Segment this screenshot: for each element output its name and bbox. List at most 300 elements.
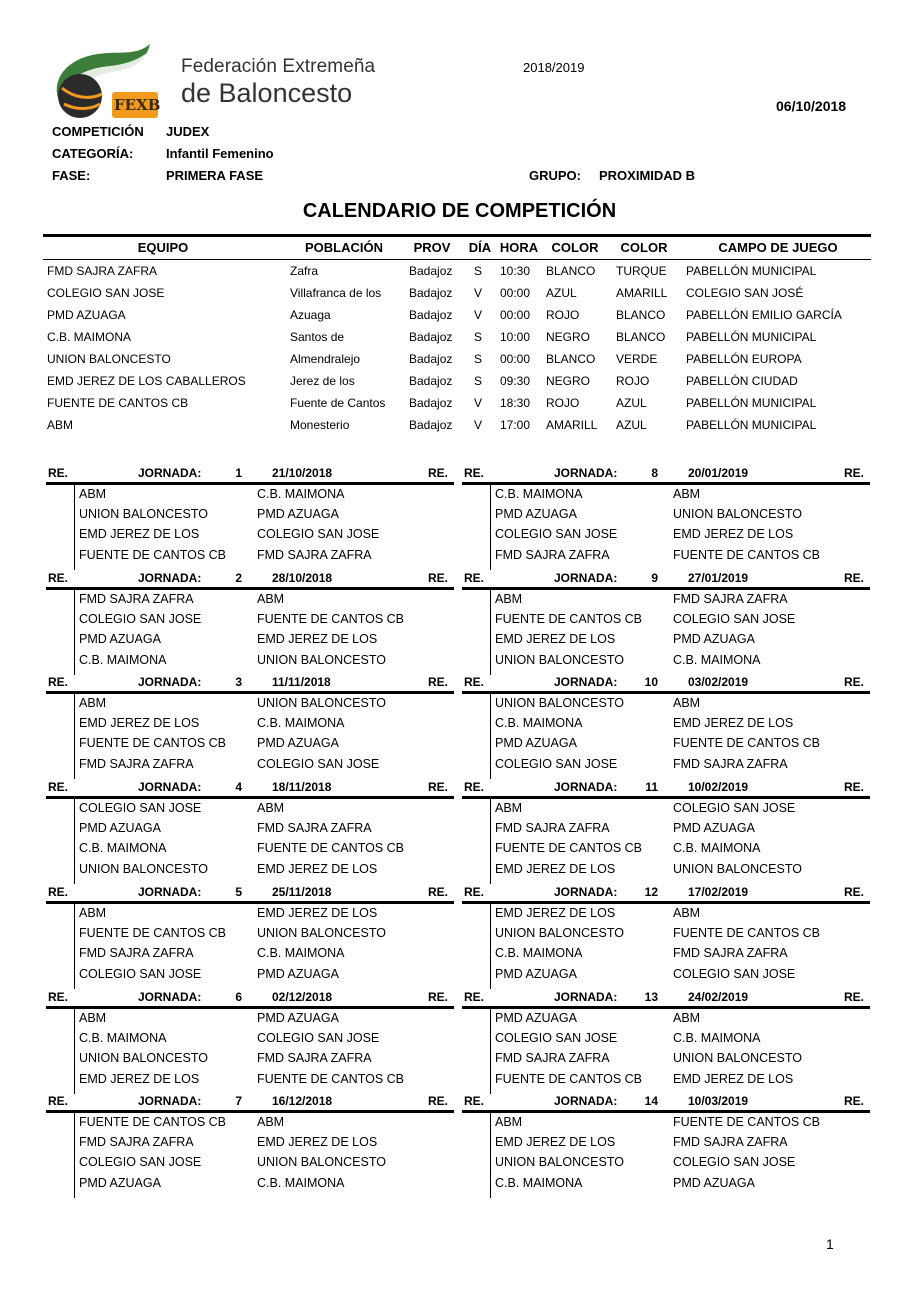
home-team: FUENTE DE CANTOS CB — [495, 1071, 643, 1086]
home-team: EMD JEREZ DE LOS — [79, 716, 200, 731]
away-team: ABM — [257, 801, 285, 815]
home-team: ABM — [79, 696, 107, 710]
away-team: COLEGIO SAN JOSE — [257, 756, 380, 771]
jornada-date: 10/02/2019 — [688, 780, 749, 794]
cell-equipo: ABM — [47, 418, 74, 432]
cell-color1: AZUL — [546, 286, 577, 300]
home-team: FMD SAJRA ZAFRA — [495, 547, 610, 562]
away-team: COLEGIO SAN JOSE — [257, 527, 380, 542]
cell-equipo: EMD JEREZ DE LOS CABALLEROS — [47, 374, 246, 388]
home-team: ABM — [495, 1115, 523, 1129]
match-row — [462, 545, 870, 565]
jornada-label: JORNADA: — [138, 780, 202, 794]
re-label-right: RE. — [844, 1094, 865, 1108]
cell-dia: S — [474, 374, 483, 388]
cell-dia: S — [474, 352, 483, 366]
home-team: UNION BALONCESTO — [495, 1155, 624, 1170]
match-row — [462, 693, 870, 713]
cell-dia: V — [474, 286, 483, 300]
jornada-date: 02/12/2018 — [272, 990, 333, 1004]
cell-poblacion: Almendralejo — [290, 352, 361, 366]
home-team: COLEGIO SAN JOSE — [79, 612, 202, 627]
jornada-label: JORNADA: — [554, 1094, 618, 1108]
match-row — [462, 1132, 870, 1152]
match-row — [46, 798, 454, 818]
home-team: C.B. MAIMONA — [79, 1031, 167, 1046]
jornada-block — [462, 464, 870, 570]
match-row — [462, 1048, 870, 1068]
match-row — [462, 504, 870, 524]
jornada-header — [462, 673, 870, 694]
match-row — [46, 650, 454, 670]
away-team: EMD JEREZ DE LOS — [257, 861, 378, 876]
away-team: C.B. MAIMONA — [673, 652, 761, 667]
cell-poblacion: Zafra — [290, 264, 319, 278]
fase-value: PRIMERA FASE — [166, 168, 264, 183]
home-team: COLEGIO SAN JOSE — [495, 756, 618, 771]
match-row — [46, 964, 454, 984]
jornada-date: 18/11/2018 — [272, 780, 332, 794]
jornada-number: 7 — [235, 1094, 242, 1108]
match-row — [46, 1112, 454, 1132]
away-team: PMD AZUAGA — [673, 821, 755, 836]
away-team: C.B. MAIMONA — [257, 946, 345, 961]
home-team: COLEGIO SAN JOSE — [495, 527, 618, 542]
match-row — [46, 943, 454, 963]
home-team: FUENTE DE CANTOS CB — [79, 926, 227, 941]
home-team: ABM — [79, 487, 107, 501]
cell-color2: VERDE — [616, 352, 658, 366]
jornada-date: 03/02/2019 — [688, 675, 749, 689]
home-team: FMD SAJRA ZAFRA — [79, 756, 194, 771]
jornada-header — [462, 569, 870, 590]
re-label-right: RE. — [844, 990, 865, 1004]
jornada-date: 27/01/2019 — [688, 571, 749, 585]
cell-dia: S — [474, 264, 483, 278]
away-team: UNION BALONCESTO — [257, 652, 386, 667]
jornada-block — [462, 1092, 870, 1198]
cell-prov: Badajoz — [409, 308, 453, 322]
home-team: ABM — [495, 592, 523, 606]
match-row — [462, 1152, 870, 1172]
document-date: 06/10/2018 — [776, 98, 847, 114]
cell-prov: Badajoz — [409, 352, 453, 366]
jornada-header — [462, 988, 870, 1009]
cell-equipo: UNION BALONCESTO — [47, 352, 171, 366]
away-team: COLEGIO SAN JOSE — [673, 966, 796, 981]
cell-campo: PABELLÓN MUNICIPAL — [686, 264, 817, 278]
home-team: PMD AZUAGA — [495, 966, 577, 981]
match-row — [46, 1173, 454, 1193]
match-row — [462, 733, 870, 753]
jornada-header — [46, 1092, 454, 1113]
match-row — [46, 1152, 454, 1172]
fase-label: FASE: — [52, 168, 91, 183]
away-team: FMD SAJRA ZAFRA — [673, 946, 788, 961]
jornada-label: JORNADA: — [554, 675, 618, 689]
home-team: UNION BALONCESTO — [79, 1051, 208, 1066]
re-label-right: RE. — [428, 885, 449, 899]
re-label-right: RE. — [844, 885, 865, 899]
match-row — [46, 1132, 454, 1152]
match-row — [46, 859, 454, 879]
match-row — [462, 1069, 870, 1089]
re-label-left: RE. — [464, 675, 485, 689]
match-row — [46, 693, 454, 713]
away-team: C.B. MAIMONA — [673, 1031, 761, 1046]
org-name-line1: Federación Extremeña — [181, 56, 376, 77]
jornada-number: 2 — [235, 571, 242, 585]
away-team: EMD JEREZ DE LOS — [257, 906, 378, 920]
jornada-header — [462, 1092, 870, 1113]
away-team: PMD AZUAGA — [257, 507, 339, 522]
match-row — [46, 1028, 454, 1048]
jornada-label: JORNADA: — [554, 466, 618, 480]
cell-prov: Badajoz — [409, 418, 453, 432]
cell-poblacion: Monesterio — [290, 418, 350, 432]
jornada-label: JORNADA: — [554, 780, 618, 794]
re-label-left: RE. — [48, 675, 69, 689]
cell-prov: Badajoz — [409, 374, 453, 388]
away-team: C.B. MAIMONA — [257, 716, 345, 731]
match-row — [46, 923, 454, 943]
cell-color2: BLANCO — [616, 308, 666, 322]
table-row — [43, 260, 871, 282]
cell-campo: PABELLÓN EMILIO GARCÍA — [686, 308, 842, 322]
jornada-block — [46, 883, 454, 989]
cell-poblacion: Santos de — [290, 330, 345, 344]
match-row — [462, 650, 870, 670]
match-row — [462, 1008, 870, 1028]
jornada-number: 13 — [644, 990, 658, 1004]
logo-lettering: FEXB — [114, 96, 161, 114]
away-team: FMD SAJRA ZAFRA — [673, 756, 788, 771]
re-label-left: RE. — [48, 1094, 69, 1108]
jornada-block — [46, 569, 454, 675]
cell-hora: 17:00 — [500, 418, 531, 432]
table-row — [43, 370, 871, 392]
home-team: EMD JEREZ DE LOS — [495, 632, 616, 647]
cell-poblacion: Azuaga — [290, 308, 331, 322]
jornada-date: 11/11/2018 — [272, 675, 331, 689]
cell-color1: NEGRO — [546, 330, 591, 344]
match-row — [46, 524, 454, 544]
cell-prov: Badajoz — [409, 286, 453, 300]
cell-color2: AZUL — [616, 418, 647, 432]
away-team: ABM — [257, 1115, 285, 1129]
column-header-equipo: EQUIPO — [137, 240, 189, 255]
match-row — [462, 798, 870, 818]
cell-color1: NEGRO — [546, 374, 591, 388]
home-team: FMD SAJRA ZAFRA — [495, 821, 610, 836]
match-row — [462, 629, 870, 649]
match-row — [462, 943, 870, 963]
cell-dia: V — [474, 396, 483, 410]
re-label-left: RE. — [464, 1094, 485, 1108]
competicion-label: COMPETICIÓN — [52, 124, 144, 139]
match-row — [46, 629, 454, 649]
jornada-date: 28/10/2018 — [272, 571, 333, 585]
jornada-header — [46, 883, 454, 904]
away-team: UNION BALONCESTO — [257, 696, 386, 710]
re-label-left: RE. — [48, 885, 69, 899]
home-team: C.B. MAIMONA — [495, 1175, 583, 1190]
jornada-number: 3 — [235, 675, 242, 689]
away-team: COLEGIO SAN JOSE — [257, 1031, 380, 1046]
jornada-label: JORNADA: — [138, 675, 202, 689]
home-team: PMD AZUAGA — [495, 1011, 577, 1025]
away-team: UNION BALONCESTO — [673, 861, 802, 876]
away-team: UNION BALONCESTO — [257, 1155, 386, 1170]
away-team: ABM — [257, 592, 285, 606]
home-team: PMD AZUAGA — [495, 736, 577, 751]
match-row — [462, 589, 870, 609]
cell-hora: 10:00 — [500, 330, 531, 344]
categoria-label: CATEGORÍA: — [52, 146, 134, 161]
cell-dia: S — [474, 330, 483, 344]
match-row — [46, 1048, 454, 1068]
jornada-label: JORNADA: — [138, 466, 202, 480]
home-team: PMD AZUAGA — [79, 632, 161, 647]
cell-color1: BLANCO — [546, 264, 596, 278]
match-row — [462, 524, 870, 544]
match-row — [462, 1028, 870, 1048]
home-team: UNION BALONCESTO — [495, 926, 624, 941]
home-team: ABM — [79, 906, 107, 920]
jornada-block — [46, 988, 454, 1094]
match-row — [46, 733, 454, 753]
jornada-number: 5 — [235, 885, 242, 899]
match-row — [46, 1008, 454, 1028]
re-label-right: RE. — [428, 990, 449, 1004]
jornada-date: 20/01/2019 — [688, 466, 749, 480]
jornada-header — [462, 464, 870, 485]
away-team: FMD SAJRA ZAFRA — [257, 1051, 372, 1066]
match-row — [462, 838, 870, 858]
cell-color1: BLANCO — [546, 352, 596, 366]
home-team: ABM — [79, 1011, 107, 1025]
re-label-left: RE. — [48, 990, 69, 1004]
cell-hora: 10:30 — [500, 264, 531, 278]
cell-color1: AMARILL — [546, 418, 598, 432]
cell-campo: COLEGIO SAN JOSÉ — [686, 286, 804, 300]
cell-dia: V — [474, 308, 483, 322]
cell-prov: Badajoz — [409, 396, 453, 410]
away-team: C.B. MAIMONA — [673, 841, 761, 856]
cell-prov: Badajoz — [409, 264, 453, 278]
column-header-color1: COLOR — [551, 240, 599, 255]
match-row — [46, 754, 454, 774]
away-team: FUENTE DE CANTOS CB — [673, 547, 821, 562]
cell-equipo: COLEGIO SAN JOSE — [47, 286, 165, 300]
home-team: C.B. MAIMONA — [495, 487, 583, 501]
re-label-left: RE. — [464, 885, 485, 899]
jornada-number: 4 — [235, 780, 242, 794]
re-label-right: RE. — [844, 571, 865, 585]
away-team: FMD SAJRA ZAFRA — [257, 547, 372, 562]
match-row — [462, 1173, 870, 1193]
home-team: FUENTE DE CANTOS CB — [79, 1115, 227, 1129]
cell-prov: Badajoz — [409, 330, 453, 344]
match-row — [462, 609, 870, 629]
home-team: PMD AZUAGA — [79, 1175, 161, 1190]
home-team: EMD JEREZ DE LOS — [495, 861, 616, 876]
re-label-left: RE. — [464, 990, 485, 1004]
away-team: COLEGIO SAN JOSE — [673, 612, 796, 627]
cell-equipo: C.B. MAIMONA — [47, 330, 132, 344]
jornada-number: 9 — [651, 571, 658, 585]
away-team: ABM — [673, 906, 701, 920]
away-team: UNION BALONCESTO — [673, 1051, 802, 1066]
home-team: FUENTE DE CANTOS CB — [495, 612, 643, 627]
column-header-color2: COLOR — [620, 240, 668, 255]
match-row — [46, 838, 454, 858]
jornada-block — [46, 464, 454, 570]
jornada-header — [46, 673, 454, 694]
away-team: COLEGIO SAN JOSE — [673, 801, 796, 815]
jornada-label: JORNADA: — [554, 990, 618, 1004]
away-team: EMD JEREZ DE LOS — [673, 716, 794, 731]
re-label-left: RE. — [48, 571, 69, 585]
column-header-hora: HORA — [499, 240, 539, 255]
away-team: UNION BALONCESTO — [673, 507, 802, 522]
home-team: ABM — [495, 801, 523, 815]
away-team: FMD SAJRA ZAFRA — [257, 821, 372, 836]
jornada-block — [46, 1092, 454, 1198]
match-row — [46, 589, 454, 609]
jornada-block — [462, 988, 870, 1094]
jornada-header — [46, 569, 454, 590]
column-header-dia: DÍA — [468, 240, 492, 255]
re-label-right: RE. — [844, 675, 865, 689]
jornada-block — [46, 673, 454, 779]
re-label-right: RE. — [844, 466, 865, 480]
jornada-block — [462, 883, 870, 989]
away-team: FUENTE DE CANTOS CB — [257, 841, 405, 856]
away-team: FUENTE DE CANTOS CB — [257, 1071, 405, 1086]
away-team: EMD JEREZ DE LOS — [673, 527, 794, 542]
home-team: UNION BALONCESTO — [495, 652, 624, 667]
away-team: PMD AZUAGA — [257, 736, 339, 751]
jornada-block — [46, 778, 454, 884]
re-label-right: RE. — [428, 780, 449, 794]
jornada-number: 12 — [644, 885, 658, 899]
re-label-right: RE. — [844, 780, 865, 794]
away-team: PMD AZUAGA — [257, 1011, 339, 1025]
categoria-value: Infantil Femenino — [166, 146, 274, 161]
match-row — [462, 484, 870, 504]
re-label-right: RE. — [428, 675, 449, 689]
org-name-line2: de Baloncesto — [181, 78, 353, 108]
page-number: 1 — [826, 1236, 834, 1252]
jornada-header — [46, 778, 454, 799]
table-row — [43, 414, 871, 436]
cell-campo: PABELLÓN MUNICIPAL — [686, 330, 817, 344]
column-header-prov: PROV — [413, 240, 451, 255]
home-team: C.B. MAIMONA — [495, 946, 583, 961]
away-team: FUENTE DE CANTOS CB — [257, 612, 405, 627]
away-team: EMD JEREZ DE LOS — [257, 1135, 378, 1150]
cell-poblacion: Villafranca de los — [290, 286, 382, 300]
jornada-header — [46, 988, 454, 1009]
away-team: FUENTE DE CANTOS CB — [673, 1115, 821, 1129]
away-team: ABM — [673, 487, 701, 501]
away-team: PMD AZUAGA — [673, 1175, 755, 1190]
jornada-label: JORNADA: — [554, 571, 618, 585]
jornada-number: 10 — [644, 675, 658, 689]
re-label-right: RE. — [428, 571, 449, 585]
table-row — [43, 326, 871, 348]
match-row — [462, 859, 870, 879]
re-label-left: RE. — [464, 780, 485, 794]
teams-table — [43, 234, 871, 436]
home-team: FUENTE DE CANTOS CB — [495, 841, 643, 856]
match-row — [462, 903, 870, 923]
home-team: UNION BALONCESTO — [495, 696, 624, 710]
jornada-block — [462, 569, 870, 675]
jornada-number: 6 — [235, 990, 242, 1004]
jornada-number: 8 — [651, 466, 658, 480]
away-team: C.B. MAIMONA — [257, 487, 345, 501]
cell-hora: 18:30 — [500, 396, 531, 410]
jornada-label: JORNADA: — [138, 571, 202, 585]
jornada-header — [46, 464, 454, 485]
home-team: C.B. MAIMONA — [79, 841, 167, 856]
cell-equipo: FUENTE DE CANTOS CB — [47, 396, 189, 410]
away-team: EMD JEREZ DE LOS — [257, 632, 378, 647]
page-title: CALENDARIO DE COMPETICIÓN — [302, 200, 617, 222]
match-row — [462, 964, 870, 984]
re-label-right: RE. — [428, 466, 449, 480]
away-team: COLEGIO SAN JOSE — [673, 1155, 796, 1170]
re-label-left: RE. — [464, 571, 485, 585]
jornada-block — [462, 778, 870, 884]
table-row — [43, 348, 871, 370]
cell-campo: PABELLÓN MUNICIPAL — [686, 396, 817, 410]
re-label-left: RE. — [464, 466, 485, 480]
cell-campo: PABELLÓN MUNICIPAL — [686, 418, 817, 432]
cell-color2: ROJO — [616, 374, 650, 388]
home-team: FMD SAJRA ZAFRA — [79, 592, 194, 606]
away-team: FUENTE DE CANTOS CB — [673, 926, 821, 941]
cell-campo: PABELLÓN EUROPA — [686, 352, 802, 366]
away-team: PMD AZUAGA — [673, 632, 755, 647]
cell-poblacion: Jerez de los — [290, 374, 355, 388]
match-row — [46, 1069, 454, 1089]
grupo-label: GRUPO: — [529, 168, 581, 183]
jornada-label: JORNADA: — [138, 990, 202, 1004]
home-team: C.B. MAIMONA — [495, 716, 583, 731]
match-row — [46, 504, 454, 524]
cell-campo: PABELLÓN CIUDAD — [686, 374, 798, 388]
home-team: UNION BALONCESTO — [79, 507, 208, 522]
home-team: FMD SAJRA ZAFRA — [79, 946, 194, 961]
table-row — [43, 304, 871, 326]
cell-hora: 00:00 — [500, 286, 531, 300]
re-label-left: RE. — [48, 466, 69, 480]
home-team: FMD SAJRA ZAFRA — [79, 1135, 194, 1150]
match-row — [46, 484, 454, 504]
home-team: FUENTE DE CANTOS CB — [79, 736, 227, 751]
home-team: COLEGIO SAN JOSE — [79, 966, 202, 981]
jornada-date: 10/03/2019 — [688, 1094, 749, 1108]
home-team: COLEGIO SAN JOSE — [495, 1031, 618, 1046]
cell-equipo: FMD SAJRA ZAFRA — [47, 264, 158, 278]
home-team: C.B. MAIMONA — [79, 652, 167, 667]
match-row — [462, 713, 870, 733]
teams-table-header — [43, 234, 871, 260]
column-header-poblacion: POBLACIÓN — [305, 240, 383, 255]
